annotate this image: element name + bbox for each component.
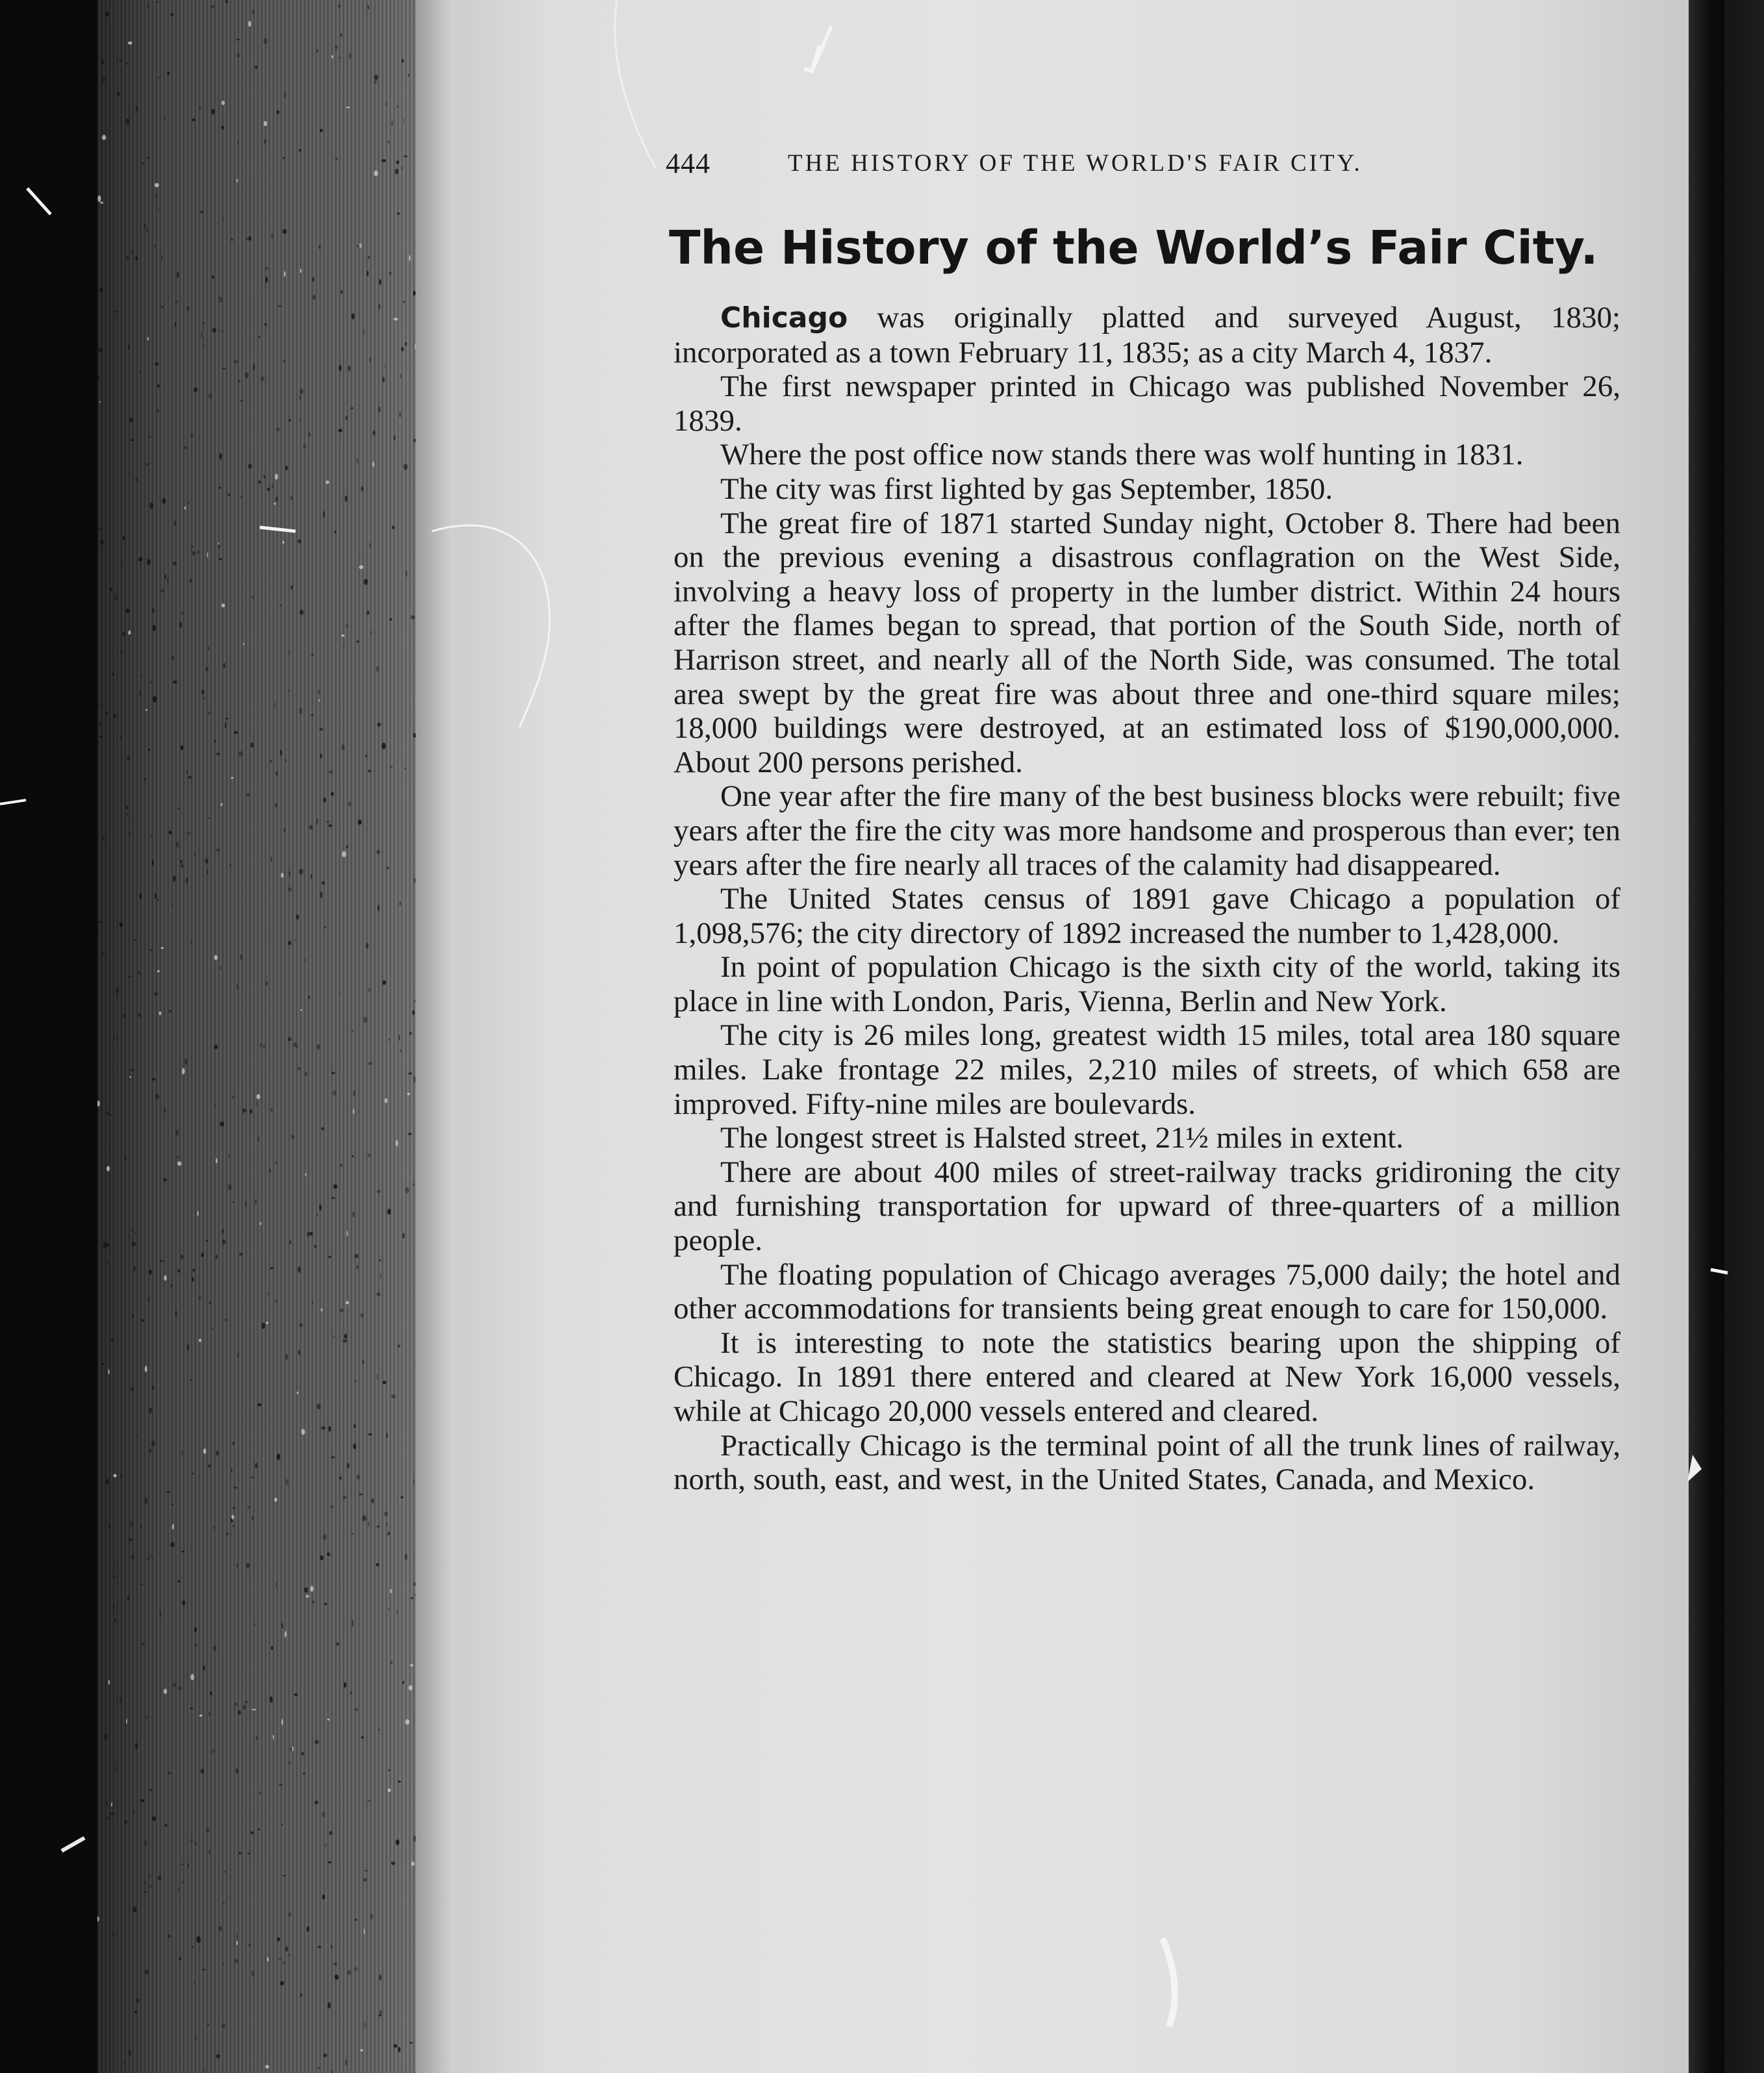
paragraph: It is interesting to note the statistics bearing upon the shipping of Chicago. In 1891 there entered and cleared at New York 16,000 vessels, while at Chicago 20,000 vessels entered and cleared. [674,1325,1620,1428]
paragraph: Practically Chicago is the terminal point of all the trunk lines of railway, north, south, east, and west, in the United States, Canada, and Mexico. [674,1428,1620,1497]
paragraph: One year after the fire many of the best business blocks were rebuilt; five years after the fire the city was more handsome and prosperous than ever; ten years after the fire nearly all traces of the calamity had disappeared. [674,779,1620,882]
paragraph: The floating population of Chicago averages 75,000 daily; the hotel and other accommodations for transients being great enough to care for 150,000. [674,1257,1620,1326]
paragraph-text: was originally platted and surveyed August, 1830; incorporated as a town February 11, 1835; as a city March 4, 1837. [674,301,1620,370]
paragraph: In point of population Chicago is the sixth city of the world, taking its place in line with London, Paris, Vienna, Berlin and New York. [674,950,1620,1018]
paragraph: The great fire of 1871 started Sunday night, October 8. There had been on the previous evening a disastrous conflagration on the West Side, involving a heavy loss of property in the lumber district. Within 24 hours after the flames began to spread, that portion of the South Side, north of Harrison street, and nearly all of the North Side, was consumed. The total area swept by the great fire was about three and one-third square miles; 18,000 buildings were destroyed, at an estimated loss of $190,000,000. About 200 persons perished. [674,506,1620,779]
article-body [674,301,1620,1497]
page-number: 444 [666,147,711,179]
paragraph: There are about 400 miles of street-railway tracks gridironing the city and furnishing transportation for upward of three-quarters of a million people. [674,1155,1620,1258]
article-title: The History of the World’s Fair City. [669,221,1598,275]
paragraph: The longest street is Halsted street, 21½ miles in extent. [720,1121,1404,1155]
paragraph [674,301,1620,370]
paragraph: The first newspaper printed in Chicago was published November 26, 1839. [674,370,1620,438]
running-head [666,144,1510,183]
running-title: THE HISTORY OF THE WORLD'S FAIR CITY. [788,150,1363,177]
paragraph: Where the post office now stands there was wolf hunting in 1831. [720,438,1524,472]
paragraph: The city is 26 miles long, greatest width 15 miles, total area 180 square miles. Lake frontage 22 miles, 2,210 miles of streets, of which 658 are improved. Fifty-nine miles are boulevards. [674,1018,1620,1121]
paragraph: The United States census of 1891 gave Chicago a population of 1,098,576; the city directory of 1892 increased the number to 1,428,000. [674,882,1620,950]
paragraph: The city was first lighted by gas September, 1850. [720,471,1333,506]
lead-word: Chicago [720,301,848,334]
